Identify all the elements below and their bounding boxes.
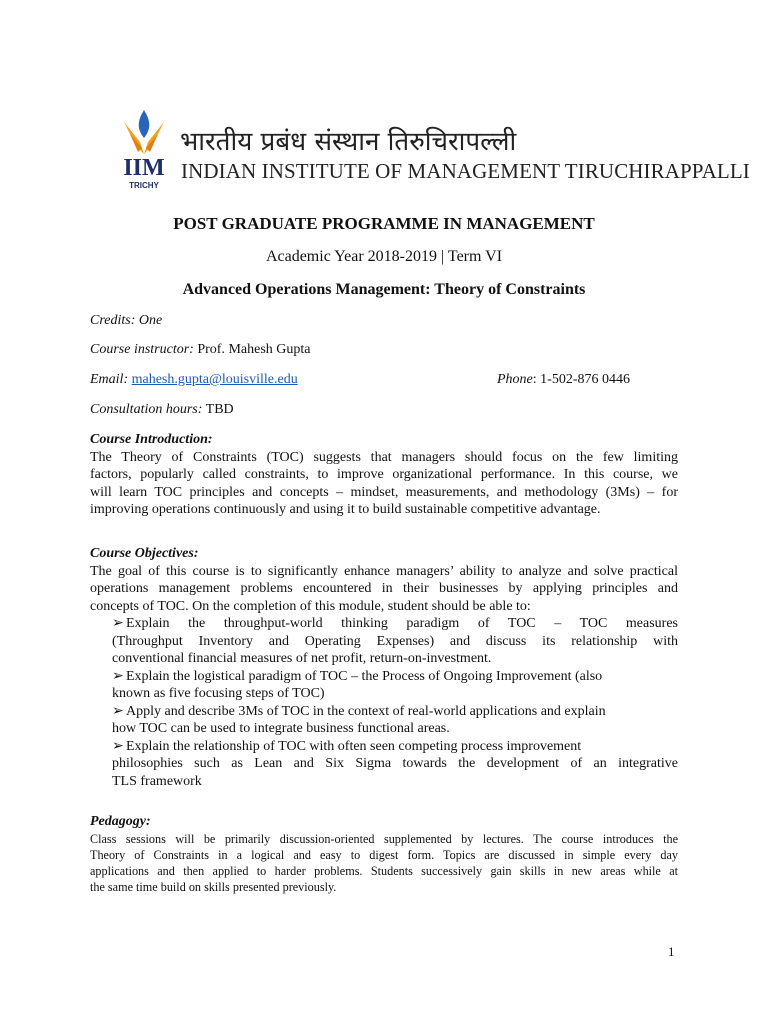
academic-year: Academic Year 2018-2019 | Term VI — [265, 248, 503, 265]
objective-item — [112, 703, 678, 738]
pedagogy-section — [90, 813, 678, 831]
objective-line — [112, 615, 678, 633]
consultation-label: Consultation hours: — [90, 402, 203, 417]
pedagogy-line: Theory of Constraints in a logical and easy to digest form. Topics are discussed in simple every day — [90, 848, 678, 862]
institute-name-english: INDIAN INSTITUTE OF MANAGEMENT TIRUCHIRAPPALLI — [181, 159, 750, 183]
introduction-section — [90, 431, 678, 519]
credits-text: Credits: One — [90, 313, 163, 328]
objectives-line: The goal of this course is to significantly enhance managers’ ability to analyze and solve practical — [90, 563, 678, 579]
objective-line: conventional financial measures of net profit, return-on-investment. — [112, 651, 492, 666]
objective-text: Explain the relationship of TOC with often seen competing process improvement — [126, 738, 582, 754]
arrow-bullet-icon: ➢ — [112, 738, 124, 754]
objective-line: known as five focusing steps of TOC) — [112, 686, 325, 701]
consultation-value: TBD — [205, 402, 234, 417]
institute-name-hindi: भारतीय प्रबंध संस्थान तिरुचिरापल्ली — [180, 127, 517, 157]
page-number: 1 — [668, 944, 675, 959]
objective-line: TLS framework — [112, 773, 202, 789]
objectives-section — [90, 545, 678, 615]
introduction-line: will learn TOC principles and concepts – mindset, measurements, and methodology (3Ms) – for — [90, 484, 678, 500]
objective-line: philosophies such as Lean and Six Sigma towards the development of an integrative — [112, 756, 678, 771]
objective-line — [112, 668, 678, 686]
instructor-value: Prof. Mahesh Gupta — [197, 342, 311, 357]
arrow-bullet-icon: ➢ — [112, 616, 124, 631]
email-label: Email: — [90, 372, 129, 387]
introduction-line: factors, popularly called constraints, to improve organizational performance. In this course, we — [90, 467, 678, 482]
introduction-heading: Course Introduction: — [90, 432, 213, 447]
pedagogy-line: Class sessions will be primarily discussion-oriented supplemented by lectures. The course introduces the — [90, 832, 678, 846]
course-title: Advanced Operations Management: Theory of Constraints — [182, 281, 586, 298]
introduction-line: The Theory of Constraints (TOC) suggests that managers should focus on the few limiting — [90, 449, 678, 465]
consultation-line — [90, 402, 234, 418]
phone-value: : 1-502-876 0446 — [532, 372, 630, 387]
objective-text: Explain the throughput-world thinking paradigm of TOC – TOC measures — [126, 616, 678, 631]
flame-emblem-icon — [118, 108, 170, 158]
pedagogy-line: the same time build on skills presented previously. — [90, 880, 337, 894]
objectives-line: concepts of TOC. On the completion of this module, student should be able to: — [90, 598, 531, 614]
pedagogy-line: applications and then applied to harder problems. Students successively gain skills in new areas while at — [90, 864, 678, 878]
phone-label: Phone — [497, 372, 533, 387]
credits-line — [90, 313, 162, 329]
objectives-line: operations management problems encountered in their businesses by applying principles and — [90, 581, 678, 596]
logo-trichy-text: TRICHY — [129, 181, 159, 190]
arrow-bullet-icon: ➢ — [112, 703, 124, 719]
email-link[interactable]: mahesh.gupta@louisville.edu — [131, 372, 298, 387]
objectives-heading: Course Objectives: — [90, 546, 199, 561]
objective-item — [112, 615, 678, 668]
objectives-bullet-list — [112, 615, 678, 790]
iim-trichy-logo — [118, 108, 170, 198]
phone-line — [497, 372, 630, 388]
objective-text: Apply and describe 3Ms of TOC in the context of real-world applications and explain — [126, 703, 606, 719]
logo-iim-text: IIM — [123, 155, 165, 181]
pedagogy-heading: Pedagogy: — [90, 814, 151, 829]
objective-line — [112, 703, 678, 721]
objective-line: (Throughput Inventory and Operating Expenses) and discuss its relationship with — [112, 633, 678, 649]
objective-text: Explain the logistical paradigm of TOC – the Process of Ongoing Improvement (also — [126, 668, 603, 684]
programme-title: POST GRADUATE PROGRAMME IN MANAGEMENT — [173, 214, 595, 233]
pedagogy-body — [90, 831, 678, 895]
objective-line: how TOC can be used to integrate business functional areas. — [112, 721, 450, 736]
email-line — [90, 372, 298, 388]
arrow-bullet-icon: ➢ — [112, 668, 124, 684]
objective-line — [112, 738, 678, 756]
objective-item — [112, 738, 678, 791]
instructor-line — [90, 342, 311, 358]
introduction-line: improving operations continuously and using it to build sustainable competitive advantage. — [90, 502, 601, 517]
instructor-label: Course instructor: — [90, 342, 194, 357]
objective-item — [112, 668, 678, 703]
